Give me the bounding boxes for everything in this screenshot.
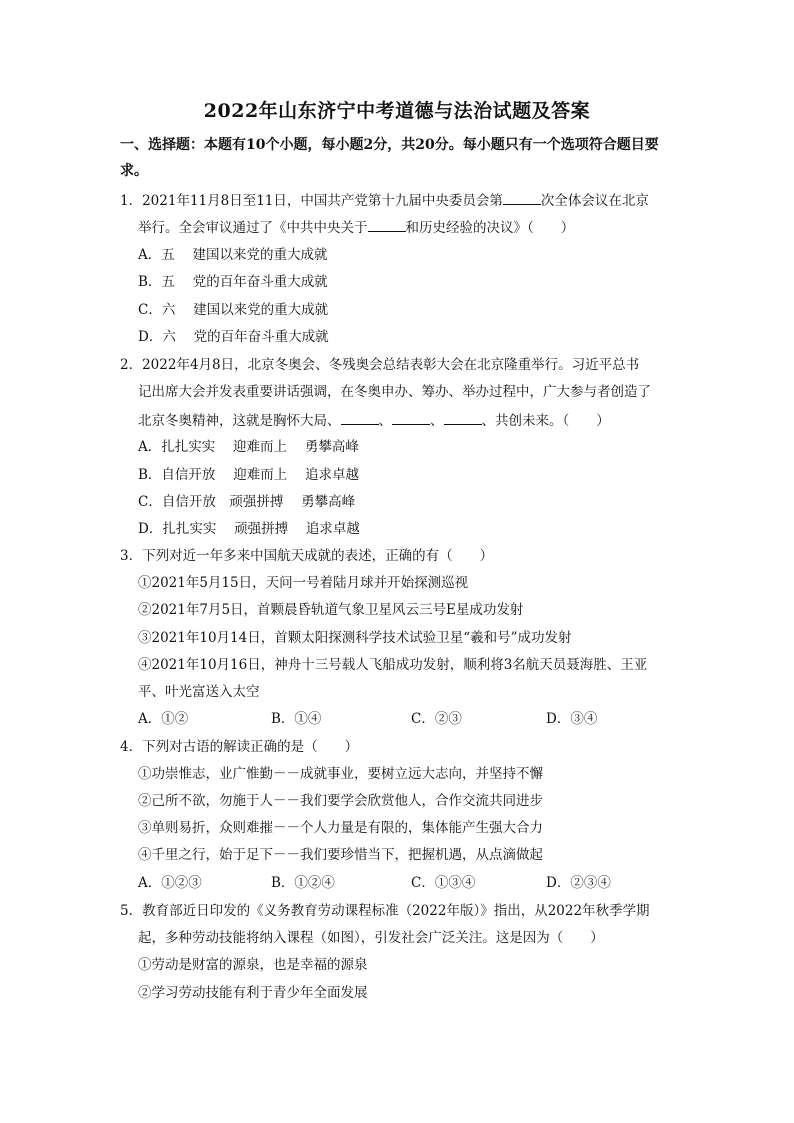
- q4-item-1: ①功崇惟志，业广惟勤－－成就事业，要树立远大志向，并坚持不懈: [138, 766, 543, 782]
- q3-stem: 3．下列对近一年多来中国航天成就的表述，正确的有（ ）: [120, 548, 494, 564]
- q1-stem-a: 1．2021年11月8日至11日，中国共产党第十九届中央委员会第: [120, 193, 503, 209]
- q3-item-3: ③2021年10月14日，首颗太阳探测科学技术试验卫星“羲和号”成功发射: [138, 630, 572, 646]
- q4-choice-b: B．①②④: [271, 875, 335, 891]
- q5-item-1: ①劳动是财富的源泉，也是幸福的源泉: [138, 957, 368, 973]
- q2-stem-line3: [138, 410, 610, 431]
- q2-stem-line1: 2．2022年4月8日，北京冬奥会、冬残奥会总结表彰大会在北京隆重举行。习近平总书: [120, 357, 640, 373]
- q1-stem-d: 和历史经验的决议》（ ）: [405, 220, 575, 236]
- q1-option-d: D．六 党的百年奋斗重大成就: [138, 329, 329, 345]
- q1-option-b: B．五 党的百年奋斗重大成就: [138, 274, 328, 290]
- q3-choice-d: D．③④: [546, 711, 598, 727]
- q2-sep-2: 、: [430, 413, 444, 429]
- q2-blank-1: [341, 410, 379, 425]
- q2-stem-a: 北京冬奥精神，这就是胸怀大局、: [138, 413, 341, 429]
- q5-stem-line1: 5．教育部近日印发的《义务教育劳动课程标准（2022年版）》指出，从2022年秋季学期: [120, 903, 650, 919]
- q3-item-2: ②2021年7月5日，首颗晨昏轨道气象卫星风云三号E星成功发射: [138, 602, 524, 618]
- q4-stem: 4．下列对古语的解读正确的是（ ）: [120, 739, 359, 755]
- q3-item-4: ④2021年10月16日，神舟十三号载人飞船成功发射，顺利将3名航天员聂海胜、王亚: [138, 657, 648, 673]
- q2-option-a: A．扎扎实实 迎难而上 勇攀高峰: [138, 439, 359, 455]
- q3-item-1: ①2021年5月15日，天问一号着陆月球并开始探测巡视: [138, 575, 469, 591]
- q3-choice-c: C．②③: [411, 711, 462, 727]
- q2-option-d: D．扎扎实实 顽强拼搏 追求卓越: [138, 521, 360, 537]
- q2-blank-2: [392, 410, 430, 425]
- q5-item-2: ②学习劳动技能有利于青少年全面发展: [138, 985, 368, 1001]
- q3-choice-b: B．①④: [271, 711, 322, 727]
- q3-item-4-cont: 平、叶光富送入太空: [138, 684, 260, 700]
- section-heading: 一、选择题：本题有10个小题，每小题2分，共20分。每小题只有一个选项符合题目要求。: [120, 137, 659, 179]
- q2-blank-3: [444, 410, 482, 425]
- page-title: 2022年山东济宁中考道德与法治试题及答案: [203, 100, 591, 122]
- q4-choice-c: C．①③④: [411, 875, 476, 891]
- q1-blank-1: [503, 190, 541, 205]
- q1-stem-c: 举行。全会审议通过了《中共中央关于: [138, 220, 368, 236]
- q4-item-2: ②己所不欲，勿施于人－－我们要学会欣赏他人，合作交流共同进步: [138, 793, 543, 809]
- q1-stem-b: 次全体会议在北京: [540, 193, 649, 209]
- q2-stem-line2: 记出席大会并发表重要讲话强调，在冬奥申办、筹办、举办过程中，广大参与者创造了: [138, 384, 651, 400]
- q1-stem-line1: [120, 190, 649, 211]
- q1-blank-2: [368, 217, 406, 232]
- q4-choice-a: A．①②③: [138, 875, 202, 891]
- q4-choice-d: D．②③④: [546, 875, 611, 891]
- q1-option-c: C．六 建国以来党的重大成就: [138, 302, 329, 318]
- q2-sep-1: 、: [378, 413, 392, 429]
- q4-item-3: ③单则易折，众则难摧－－个人力量是有限的，集体能产生强大合力: [138, 820, 543, 836]
- q2-option-c: C．自信开放 顽强拼搏 勇攀高峰: [138, 494, 356, 510]
- q2-stem-b: 、共创未来。（ ）: [481, 413, 610, 429]
- q2-option-b: B．自信开放 迎难而上 追求卓越: [138, 467, 360, 483]
- q3-choice-a: A．①②: [138, 711, 189, 727]
- q5-stem-line2: 起，多种劳动技能将纳入课程（如图），引发社会广泛关注。这是因为（ ）: [138, 930, 604, 946]
- q1-stem-line2: [138, 217, 574, 238]
- q4-item-4: ④千里之行，始于足下－－我们要珍惜当下，把握机遇，从点滴做起: [138, 847, 543, 863]
- q1-option-a: A．五 建国以来党的重大成就: [138, 247, 328, 263]
